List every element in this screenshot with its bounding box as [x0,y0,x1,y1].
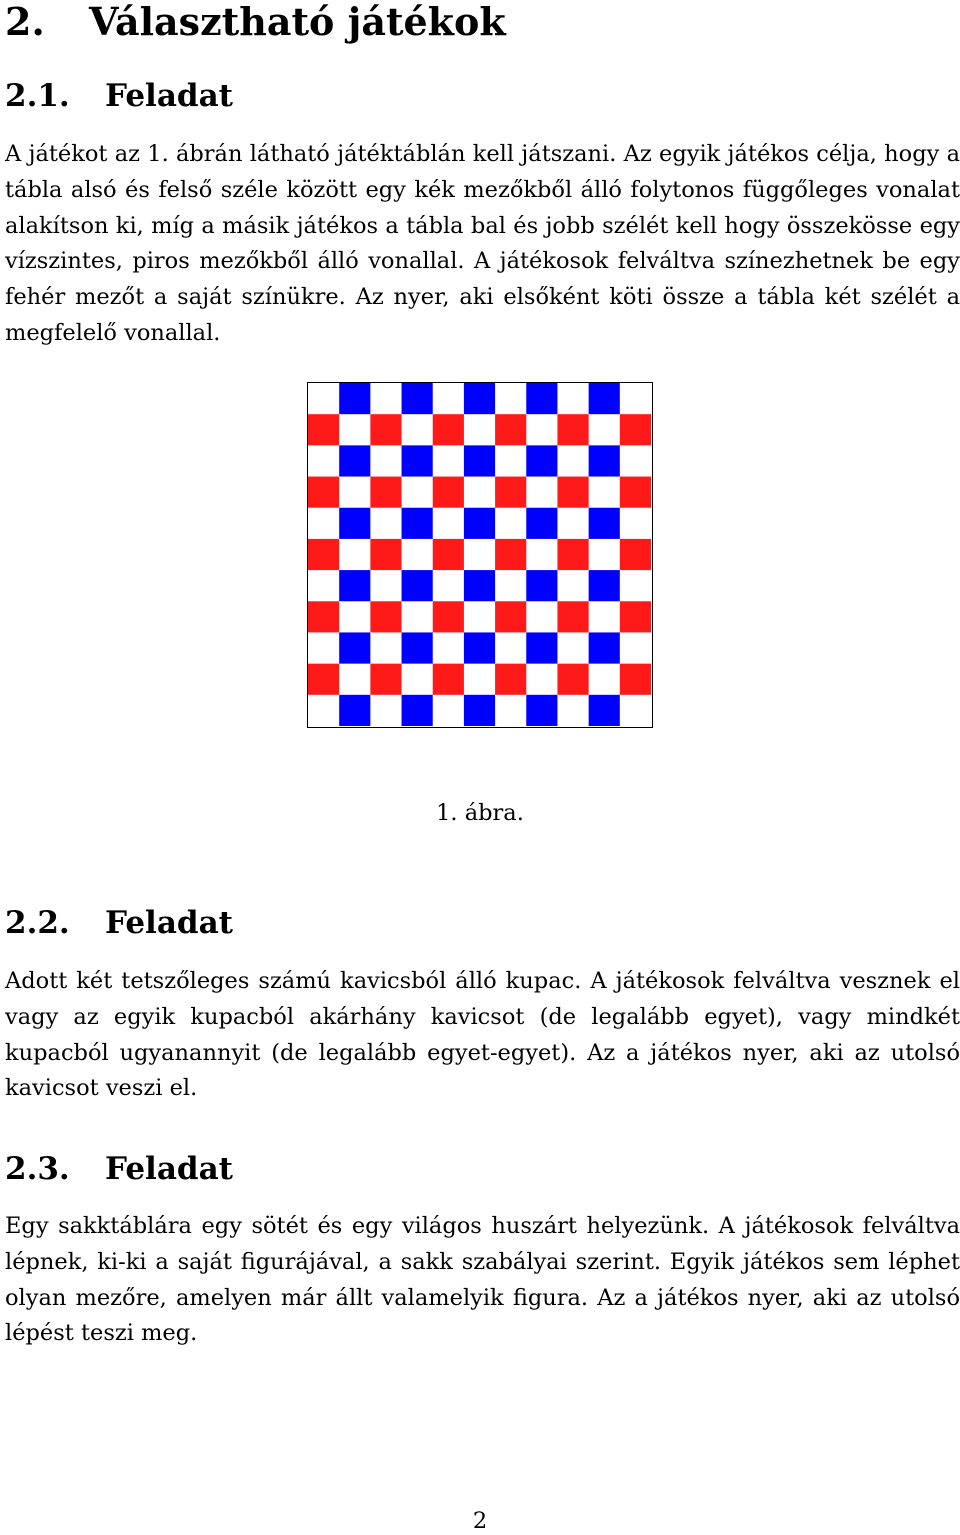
white-cell [495,508,527,540]
blue-cell [464,570,496,602]
blue-cell [526,695,558,726]
task-1-heading [5,78,233,114]
white-cell [433,445,465,477]
blue-cell [402,632,434,664]
red-cell [557,414,589,446]
white-cell [620,445,651,477]
blue-cell [402,508,434,540]
blue-cell [464,632,496,664]
white-cell [339,664,371,696]
blue-cell [526,445,558,477]
white-cell [464,664,496,696]
blue-cell [402,383,434,415]
blue-cell [464,695,496,726]
red-cell [495,477,527,509]
white-cell [370,570,402,602]
white-cell [557,570,589,602]
blue-cell [464,508,496,540]
blue-cell [526,383,558,415]
red-cell [557,477,589,509]
white-cell [370,695,402,726]
white-cell [526,539,558,571]
white-cell [620,508,651,540]
task-3-text: Egy sakktáblára egy sötét és egy világos huszárt helyezünk. A játékosok felváltva lépnek, ki-ki a saját figurájával, a sakk szabályai szerint. Egyik játékos sem léphet olyan mezőre, amelyen már állt valamelyik figura. Az a játékos nyer, aki az utolsó lépést teszi meg. [5,1213,960,1347]
white-cell [620,695,651,726]
white-cell [402,414,434,446]
game-board-figure [307,382,653,728]
white-cell [433,570,465,602]
red-cell [557,539,589,571]
red-cell [433,664,465,696]
game-board [308,383,651,726]
red-cell [433,601,465,633]
blue-cell [339,695,371,726]
white-cell [370,632,402,664]
red-cell [370,477,402,509]
white-cell [308,508,340,540]
blue-cell [402,570,434,602]
red-cell [495,414,527,446]
red-cell [308,601,340,633]
white-cell [526,601,558,633]
white-cell [339,601,371,633]
white-cell [495,632,527,664]
page-number: 2 [472,1508,488,1534]
white-cell [433,508,465,540]
blue-cell [589,383,621,415]
white-cell [308,570,340,602]
red-cell [495,664,527,696]
section-title: Választható játékok [89,0,506,44]
blue-cell [526,632,558,664]
white-cell [589,539,621,571]
white-cell [526,664,558,696]
white-cell [370,383,402,415]
blue-cell [339,570,371,602]
red-cell [433,539,465,571]
red-cell [620,539,651,571]
blue-cell [339,445,371,477]
blue-cell [339,508,371,540]
white-cell [589,414,621,446]
red-cell [620,414,651,446]
blue-cell [464,445,496,477]
red-cell [433,477,465,509]
white-cell [557,445,589,477]
blue-cell [589,695,621,726]
white-cell [370,508,402,540]
blue-cell [589,508,621,540]
blue-cell [339,383,371,415]
task-3-title: Feladat [105,1151,233,1187]
red-cell [495,539,527,571]
red-cell [308,664,340,696]
task-2-heading [5,905,233,941]
white-cell [402,601,434,633]
section-number: 2. [5,0,45,44]
white-cell [526,414,558,446]
blue-cell [402,695,434,726]
task-3-number: 2.3. [5,1151,70,1187]
task-2-number: 2.2. [5,905,70,941]
blue-cell [339,632,371,664]
red-cell [370,664,402,696]
red-cell [557,664,589,696]
blue-cell [589,632,621,664]
blue-cell [526,508,558,540]
red-cell [433,414,465,446]
red-cell [495,601,527,633]
white-cell [433,383,465,415]
red-cell [557,601,589,633]
white-cell [339,539,371,571]
white-cell [402,477,434,509]
blue-cell [526,570,558,602]
white-cell [557,383,589,415]
white-cell [495,445,527,477]
task-2-text: Adott két tetszőleges számú kavicsból álló kupac. A játékosok felváltva vesznek el vagy az egyik kupacból akárhány kavicsot (de legalább egyet), vagy mindkét kupacból ugyanannyit (de legalább egyet-egyet). Az a játékos nyer, aki az utolsó kavicsot veszi el. [5,968,960,1102]
white-cell [339,477,371,509]
white-cell [620,570,651,602]
task-1-text: A játékot az 1. ábrán látható játéktáblán kell játszani. Az egyik játékos célja, hogy a tábla alsó és felső széle között egy kék mezőkből álló folytonos függőleges vonalat alakítson ki, míg a másik játékos a tábla bal és jobb szélét kell hogy összekösse egy vízszintes, piros mezőkből álló vonallal. A játékosok felváltva színezhetnek be egy fehér mezőt a saját színükre. Az nyer, aki elsőként köti össze a tábla két szélét a megfelelő vonallal. [5,141,960,346]
white-cell [464,477,496,509]
red-cell [370,414,402,446]
white-cell [589,601,621,633]
red-cell [620,477,651,509]
white-cell [339,414,371,446]
task-1-title: Feladat [105,78,233,114]
white-cell [308,695,340,726]
section-heading [5,0,506,44]
task-3-heading [5,1151,233,1187]
white-cell [620,383,651,415]
white-cell [370,445,402,477]
white-cell [464,601,496,633]
white-cell [495,695,527,726]
red-cell [308,539,340,571]
white-cell [526,477,558,509]
white-cell [308,445,340,477]
task-1-number: 2.1. [5,78,70,114]
blue-cell [589,570,621,602]
white-cell [589,664,621,696]
red-cell [370,539,402,571]
white-cell [402,539,434,571]
white-cell [433,632,465,664]
white-cell [557,695,589,726]
white-cell [589,477,621,509]
blue-cell [464,383,496,415]
white-cell [308,632,340,664]
white-cell [433,695,465,726]
white-cell [464,414,496,446]
white-cell [402,664,434,696]
white-cell [557,508,589,540]
white-cell [495,570,527,602]
task-2-title: Feladat [105,905,233,941]
white-cell [620,632,651,664]
white-cell [495,383,527,415]
red-cell [620,664,651,696]
white-cell [557,632,589,664]
figure-caption: 1. ábra. [436,800,524,826]
red-cell [308,477,340,509]
white-cell [464,539,496,571]
blue-cell [402,445,434,477]
white-cell [308,383,340,415]
blue-cell [589,445,621,477]
red-cell [308,414,340,446]
red-cell [620,601,651,633]
red-cell [370,601,402,633]
